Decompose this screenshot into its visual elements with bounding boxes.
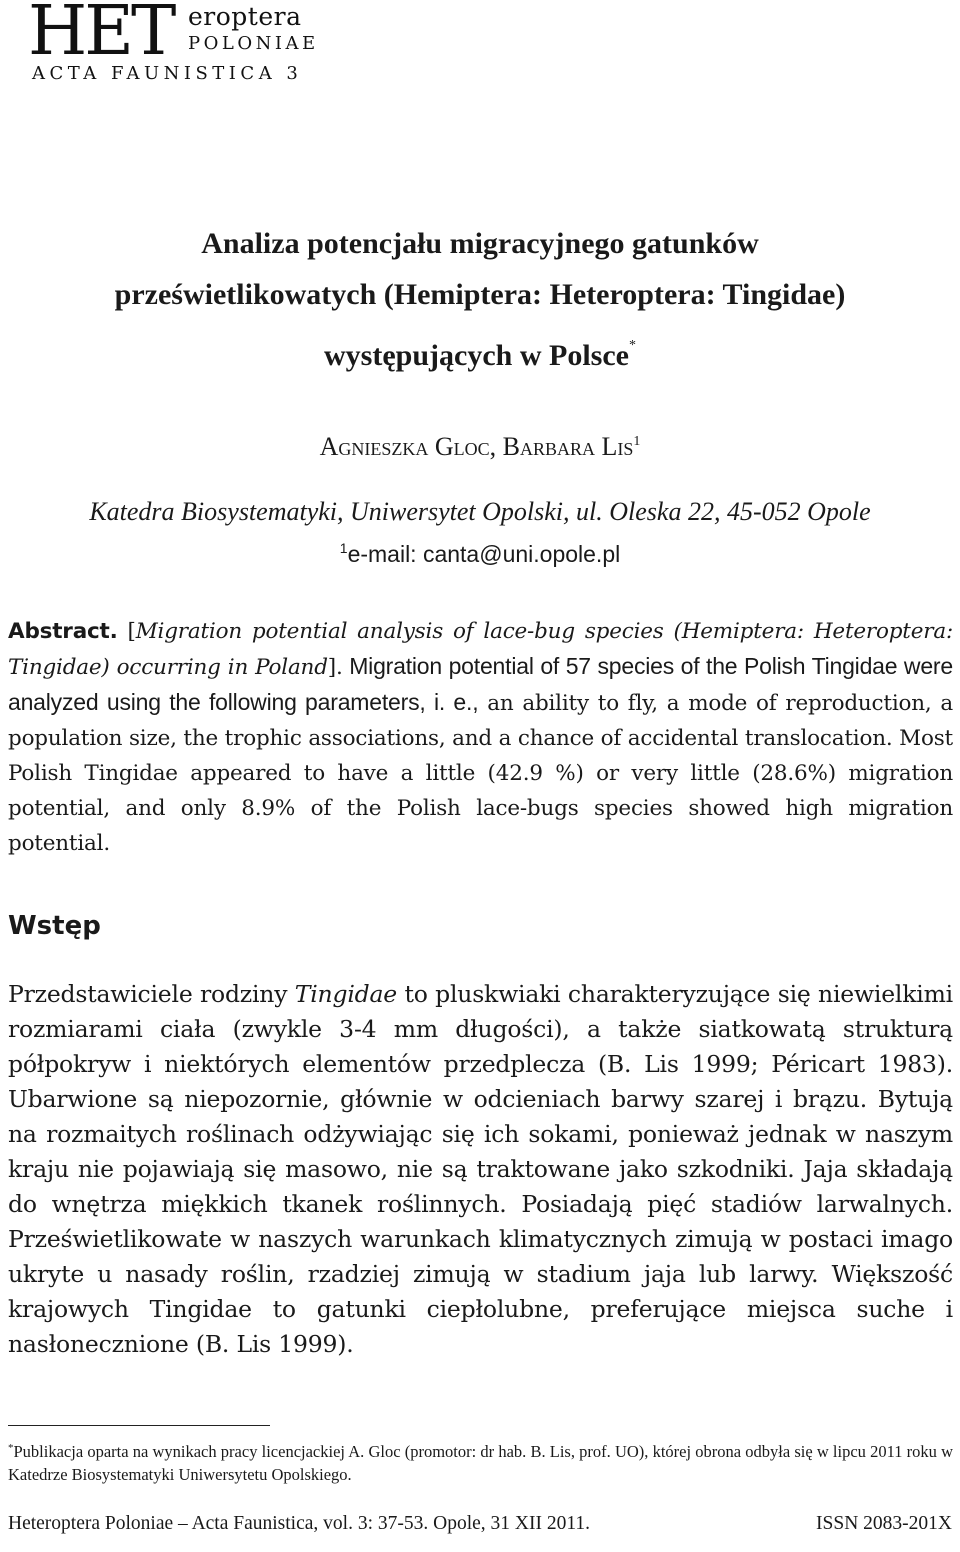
author-affiliation-marker: 1: [633, 434, 641, 449]
abstract-body: an ability to fly, a mode of reproduction, a population size, the trophic associations, and a chance of accidental translocation. Most Polish Tingidae appeared to have a little (42.9 %) or very little (28.6%) migration potential, and only 8.9% of the Polish lace-bugs species showed high migration potential.: [8, 691, 953, 856]
title-line-3: [0, 320, 960, 381]
abstract-sentence-1: Migration potential of 57 species of the Polish Tingidae were analyzed using the following parameters, i. e.,: [8, 653, 953, 715]
abstract: [8, 614, 953, 861]
footnote: [8, 1437, 953, 1486]
footer-issn: ISSN 2083-201X: [816, 1513, 952, 1534]
section-heading: Wstęp: [8, 911, 101, 941]
footer-citation: Heteroptera Poloniae – Acta Faunistica, vol. 3: 37-53. Opole, 31 XII 2011.: [8, 1513, 590, 1534]
footnote-divider: [8, 1425, 270, 1426]
logo-acta-faunistica: ACTA FAUNISTICA 3: [32, 63, 303, 84]
paragraph-part-1: Przedstawiciele rodziny: [8, 980, 295, 1008]
journal-logo: [28, 0, 388, 90]
footnote-marker: *: [8, 1442, 14, 1454]
footnote-text: Publikacja oparta na wynikach pracy licencjackiej A. Gloc (promotor: dr hab. B. Lis, prof. UO), której obrona odbyła się w lipcu 2011 roku w Katedrze Biosystematyki Uniwersytetu Opolskiego.: [8, 1442, 953, 1484]
email-line: [0, 530, 960, 572]
abstract-title-open: [: [117, 619, 136, 644]
abstract-english-title: Migration potential analysis of lace-bug species (Hemiptera: Heteroptera: Tingidae) occurring in Poland: [8, 619, 953, 680]
abstract-title-close: ].: [327, 655, 343, 680]
title-line-2: prześwietlikowatych (Hemiptera: Heteroptera: Tingidae): [114, 278, 846, 311]
abstract-label: Abstract.: [8, 619, 118, 644]
paper-title: [0, 218, 960, 381]
title-footnote-marker: *: [628, 338, 636, 353]
paragraph-taxon: Tingidae: [294, 980, 398, 1008]
email-text: e-mail: canta@uni.opole.pl: [347, 541, 621, 567]
logo-het: HET: [28, 0, 174, 71]
title-line-3-text: występujących w Polsce: [324, 339, 629, 372]
authors-names: Agnieszka Gloc, Barbara Lis: [319, 432, 634, 461]
title-line-1: Analiza potencjału migracyjnego gatunków: [201, 227, 759, 260]
authors: [0, 425, 960, 464]
logo-eroptera: eroptera: [188, 2, 302, 31]
section-paragraph: [8, 977, 953, 1362]
logo-poloniae: POLONIAE: [188, 33, 319, 54]
email-marker: 1: [339, 540, 348, 556]
affiliation: Katedra Biosystematyki, Uniwersytet Opolski, ul. Oleska 22, 45-052 Opole: [89, 497, 871, 526]
paragraph-part-2: to pluskwiaki charakteryzujące się niewielkimi rozmiarami ciała (zwykle 3-4 mm długości), a także siatkowatą strukturą półpokryw i niektórych elementów przedplecza (B. Lis 1999; Péricart 1983). Ubarwione są niepozornie, głównie w odcieniach barwy szarej i brązu. Bytują na rozmaitych roślinach odżywiając się ich sokami, ponieważ jednak w naszym kraju nie pojawiają się masowo, nie są traktowane jako szkodniki. Jaja składają do wnętrza miękkich tkanek roślinnych. Posiadają pięć stadiów larwalnych. Prześwietlikowate w naszych warunkach klimatycznych zimują w postaci imago ukryte u nasady roślin, rzadziej zimują w stadium jaja lub larwy. Większość krajowych Tingidae to gatunki ciepłolubne, preferujące miejsca suche i nasłonecznione (B. Lis 1999).: [8, 980, 954, 1358]
